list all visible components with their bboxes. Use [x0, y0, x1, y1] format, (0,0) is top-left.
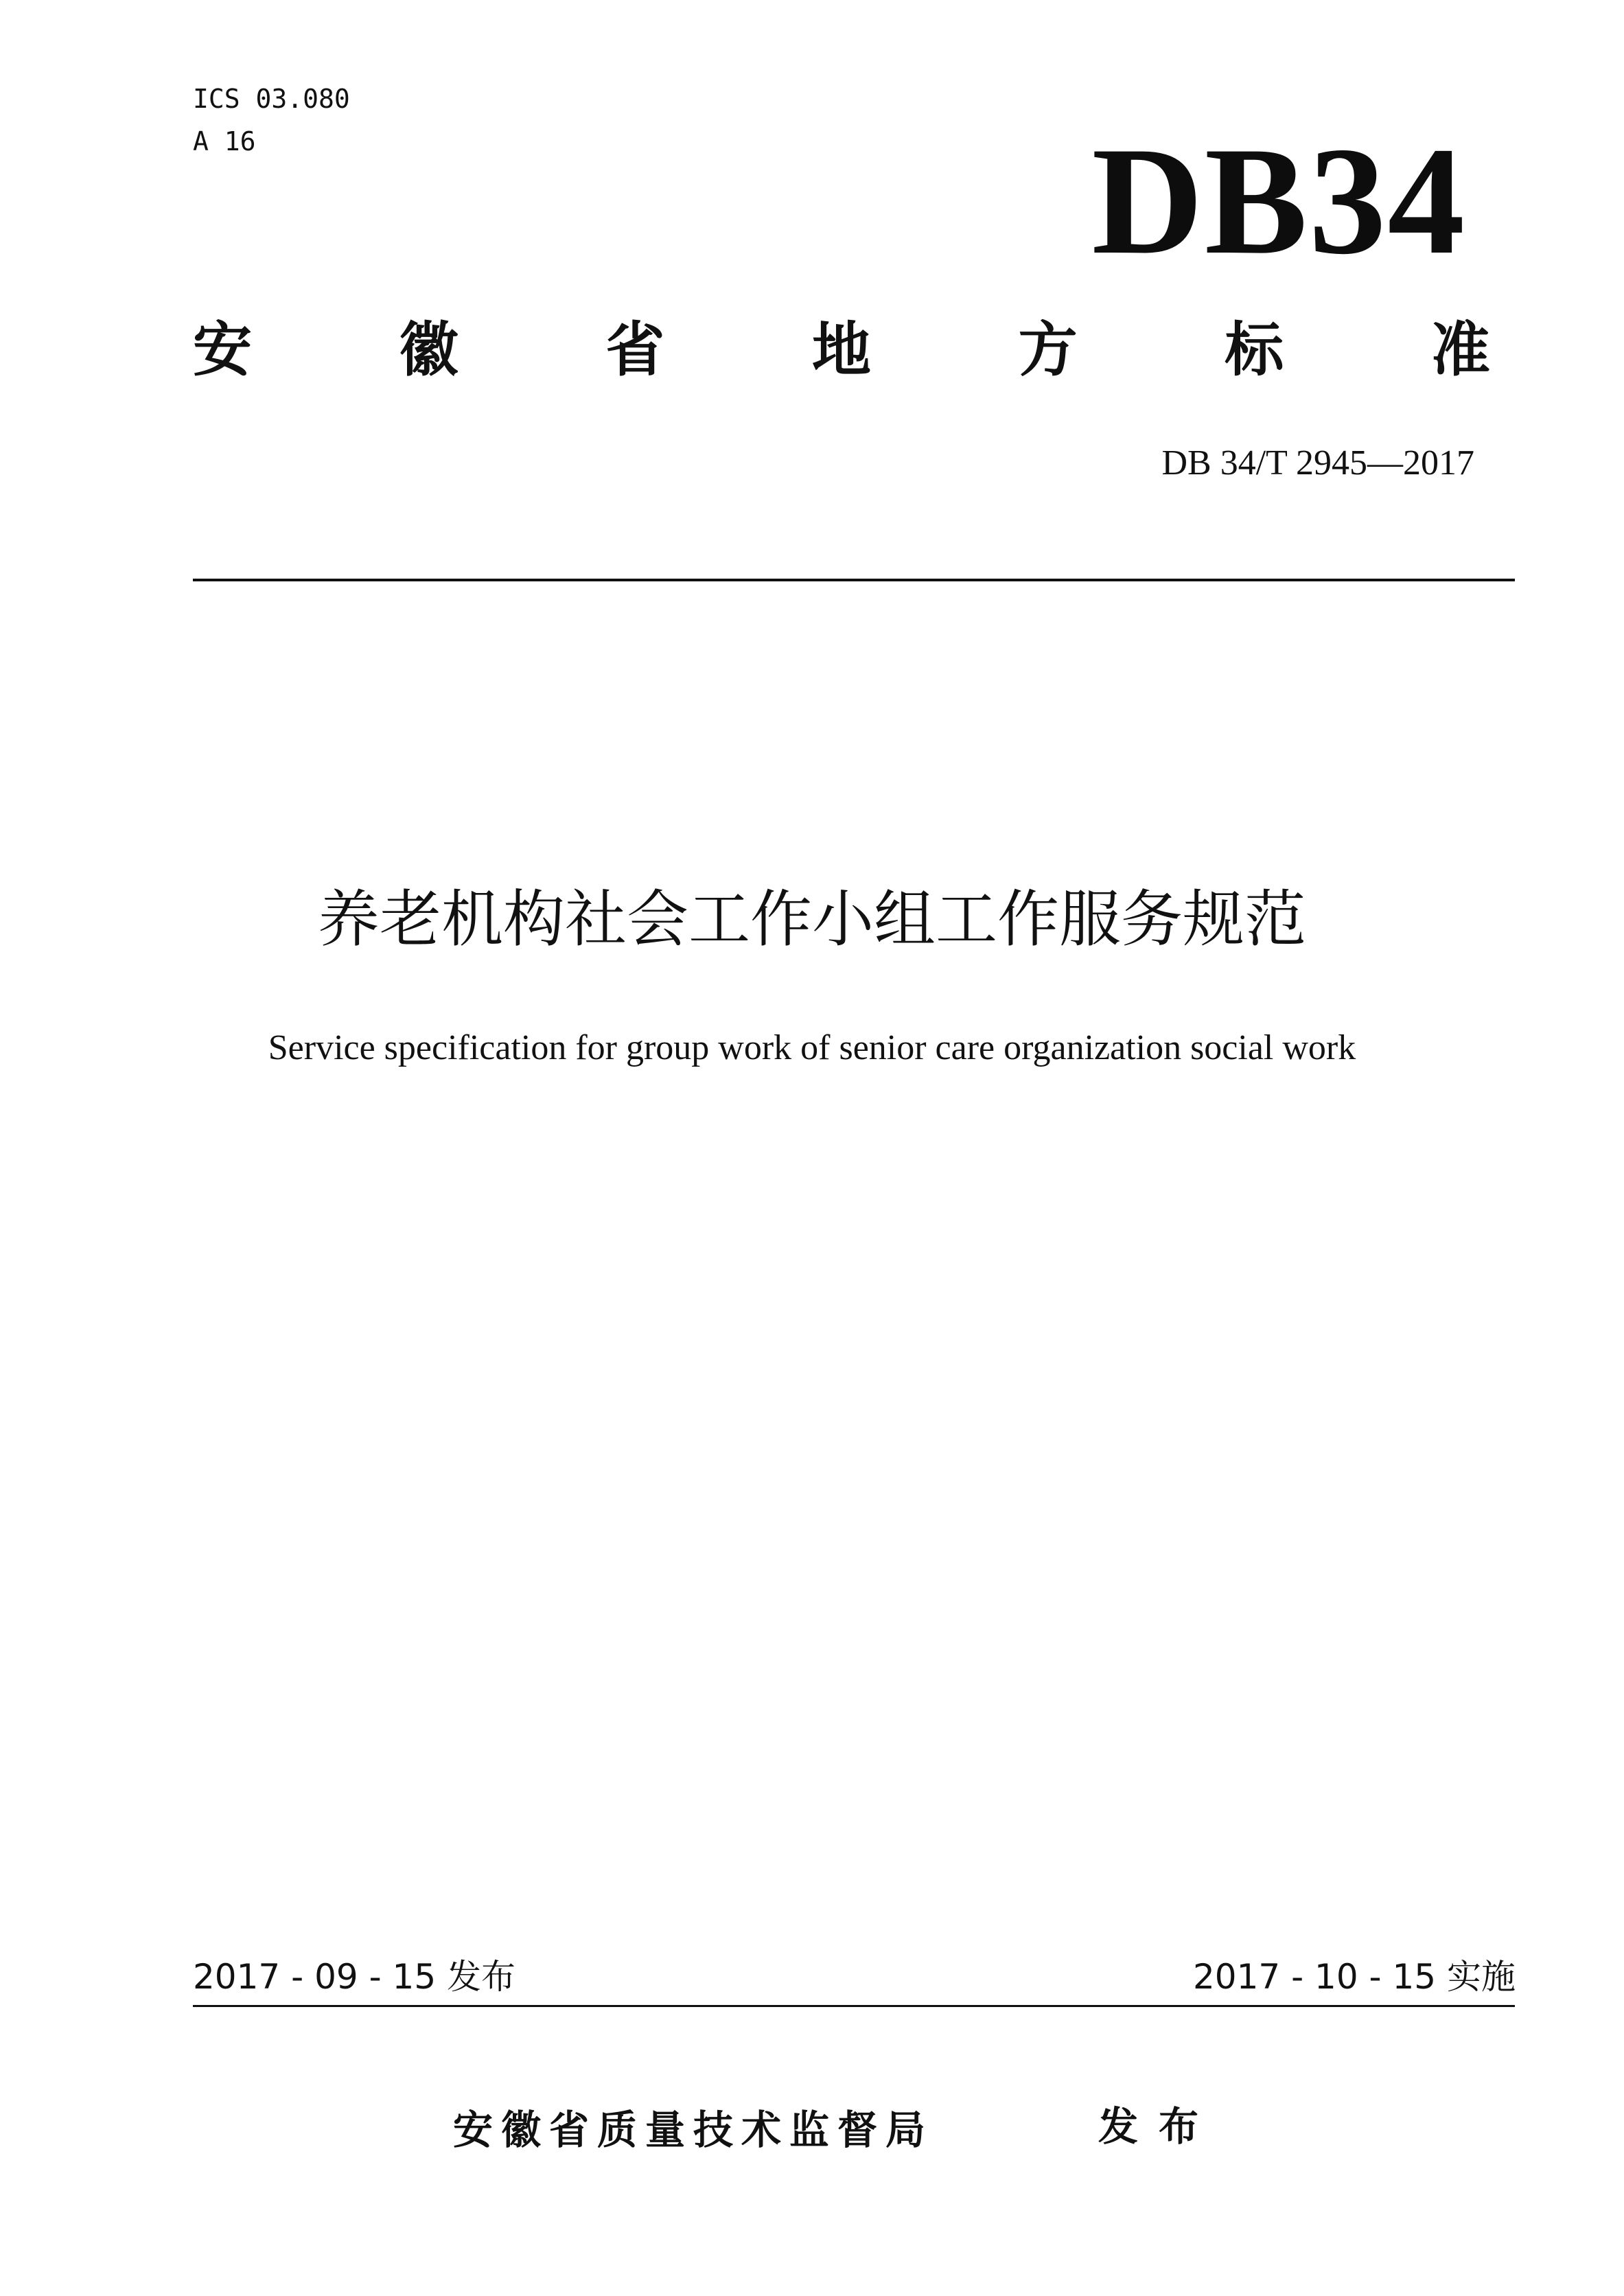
standard-type-char: 准	[1430, 316, 1490, 384]
top-divider	[193, 579, 1515, 581]
standard-type-char: 省	[605, 316, 665, 384]
standard-type-char: 标	[1225, 316, 1284, 384]
standard-type-heading	[193, 312, 1490, 388]
publish-date: 2017 - 09 - 15 发布	[193, 1957, 516, 1997]
standard-type-char: 方	[1018, 316, 1078, 384]
ccs-code: A 16	[193, 126, 256, 156]
standard-type-char: 徽	[399, 316, 459, 384]
issuer-name: 安徽省质量技术监督局	[453, 2107, 934, 2153]
ics-code: ICS 03.080	[193, 84, 350, 114]
issuer-action: 发布	[1098, 2103, 1220, 2150]
standard-type-char: 安	[193, 316, 252, 384]
standard-type-char: 地	[811, 316, 871, 384]
standard-number: DB 34/T 2945—2017	[1161, 443, 1474, 483]
title-chinese: 养老机构社会工作小组工作服务规范	[318, 883, 1306, 955]
implement-date: 2017 - 10 - 15 实施	[1192, 1957, 1516, 1997]
title-english: Service specification for group work of senior care organization social work	[268, 1028, 1356, 1067]
db34-logo: DB34	[1091, 115, 1466, 286]
bottom-divider	[193, 2005, 1515, 2007]
